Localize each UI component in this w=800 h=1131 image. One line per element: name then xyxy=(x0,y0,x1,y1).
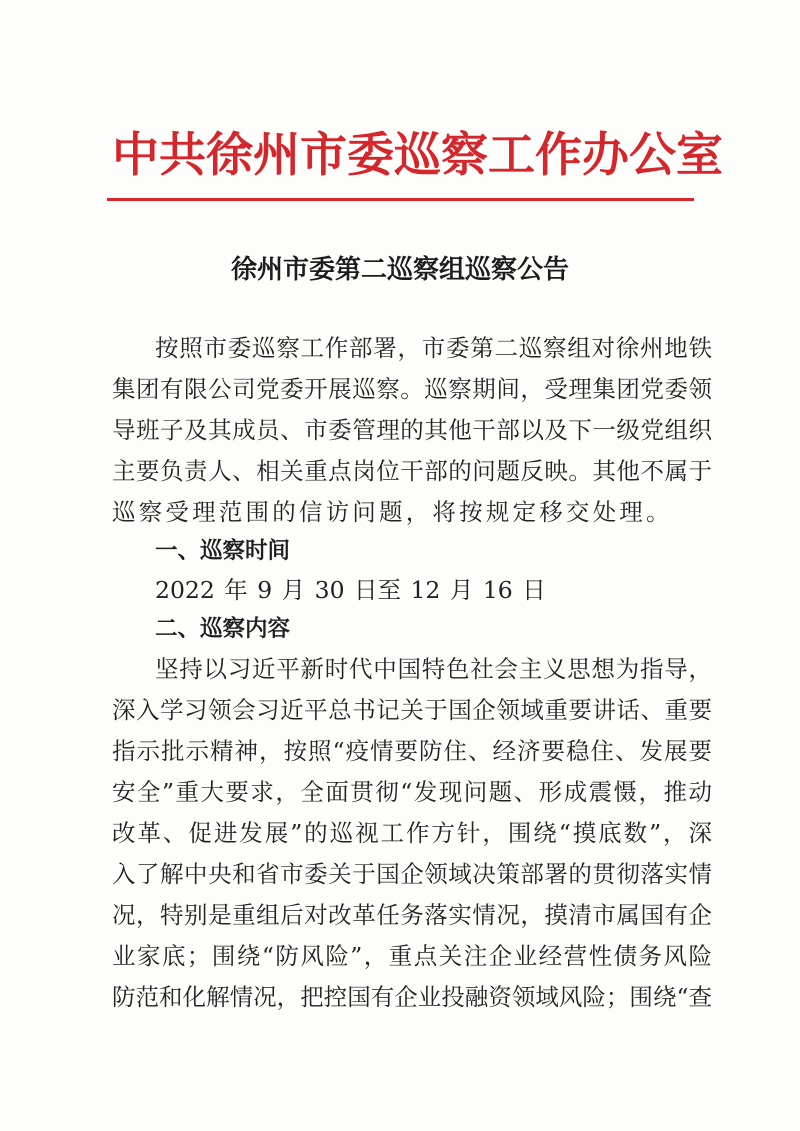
document-title: 徐州市委第二巡察组巡察公告 xyxy=(230,255,569,285)
content-line-4: 安全”重大要求，全面贯彻“发现问题、形成震慑，推动 xyxy=(112,778,712,806)
content-line-8: 业家底；围绕“防风险”，重点关注企业经营性债务风险 xyxy=(112,942,712,970)
inspection-date-range: 2022 年 9 月 30 日至 12 月 16 日 xyxy=(155,576,546,604)
content-line-6: 入了解中央和省市委关于国企领域决策部署的贯彻落实情 xyxy=(112,860,712,888)
content-line-1: 坚持以习近平新时代中国特色社会主义思想为指导， xyxy=(155,655,712,683)
intro-line-3: 导班子及其成员、市委管理的其他干部以及下一级党组织 xyxy=(112,416,712,444)
intro-line-4: 主要负责人、相关重点岗位干部的问题反映。其他不属于 xyxy=(112,457,712,485)
content-line-7: 况，特别是重组后对改革任务落实情况，摸清市属国有企 xyxy=(112,901,712,929)
section-heading-content: 二、巡察内容 xyxy=(155,616,291,642)
letterhead-org-name: 中共徐州市委巡察工作办公室 xyxy=(112,128,723,183)
intro-line-2: 集团有限公司党委开展巡察。巡察期间，受理集团党委领 xyxy=(112,375,712,403)
content-line-5: 改革、促进发展”的巡视工作方针，围绕“摸底数”，深 xyxy=(112,819,712,847)
content-line-2: 深入学习领会习近平总书记关于国企领域重要讲话、重要 xyxy=(112,696,712,724)
content-line-9: 防范和化解情况，把控国有企业投融资领域风险；围绕“查 xyxy=(112,983,712,1011)
intro-line-5: 巡察受理范围的信访问题，将按规定移交处理。 xyxy=(112,498,673,526)
letterhead-red-rule xyxy=(107,198,694,201)
content-line-3: 指示批示精神，按照“疫情要防住、经济要稳住、发展要 xyxy=(112,737,712,765)
intro-line-1: 按照市委巡察工作部署，市委第二巡察组对徐州地铁 xyxy=(155,334,712,362)
section-heading-time: 一、巡察时间 xyxy=(155,538,291,564)
